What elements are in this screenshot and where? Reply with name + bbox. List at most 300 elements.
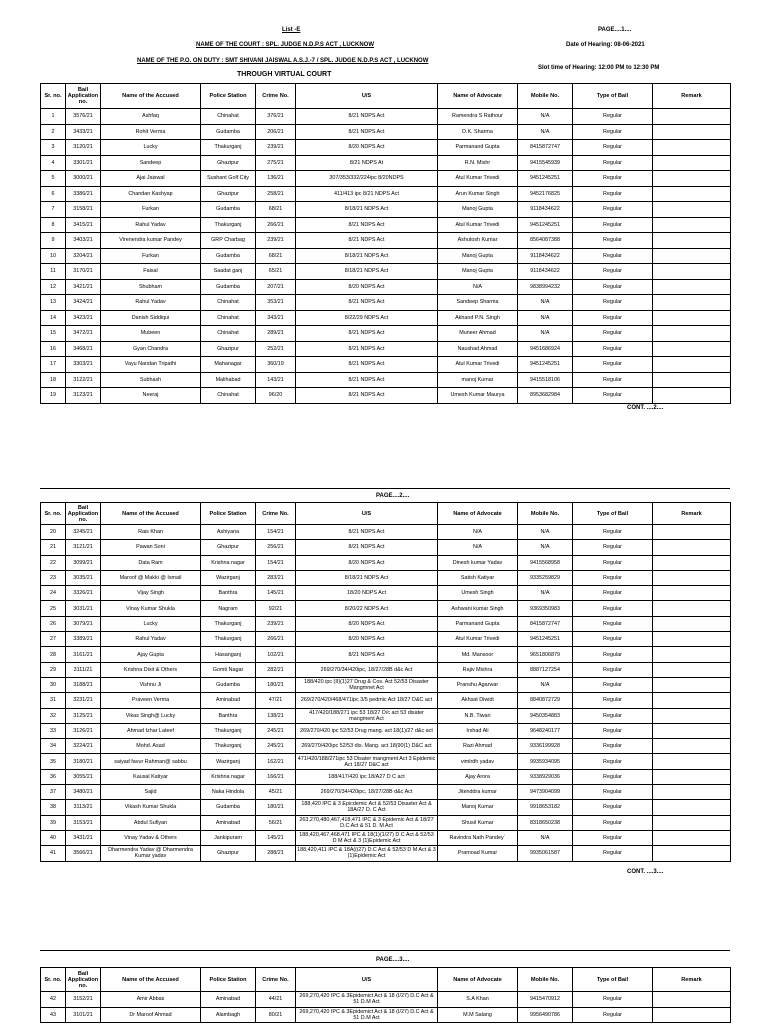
- cell-accused-name: Virenendra kumar Pandey: [101, 233, 201, 249]
- cell-sr-no: 42: [41, 992, 66, 1008]
- cell-us-sections: 8/18/21 NDPS Act: [296, 202, 438, 218]
- cell-advocate-name: Naushad Ahmad: [438, 341, 518, 357]
- cell-us-sections: 8/20 NDPS Act: [296, 555, 438, 570]
- cell-us-sections: 263,270,480,467,418,471 IPC & 3 Epidemic Act & 18/27 D.C Act & 51 D. M Act: [296, 815, 438, 830]
- cell-bail-application-no: 3123/21: [66, 388, 101, 404]
- bail-table-page-1: [40, 83, 731, 404]
- cell-police-station: Ashiyana: [201, 525, 256, 540]
- cell-police-station: Chinahat: [201, 109, 256, 125]
- cell-advocate-name: manoj Kumar: [438, 372, 518, 388]
- cell-sr-no: 16: [41, 341, 66, 357]
- table-row: [41, 341, 731, 357]
- table-row: [41, 555, 731, 570]
- cell-advocate-name: N.B. Tiwari: [438, 708, 518, 723]
- cell-accused-name: Rahul Yadav: [101, 632, 201, 647]
- header-us-sections: U/S: [296, 503, 438, 525]
- table-row: [41, 601, 731, 616]
- cell-crime-no: 154/21: [256, 555, 296, 570]
- cell-mobile-no: 9918653182: [518, 800, 573, 815]
- cell-us-sections: 8/21 NDPS Act: [296, 525, 438, 540]
- cell-advocate-name: Manoj Gupta: [438, 248, 518, 264]
- cell-crime-no: 96/20: [256, 388, 296, 404]
- cell-bail-type: Regular: [573, 388, 653, 404]
- cell-crime-no: 162/21: [256, 754, 296, 769]
- cell-bail-application-no: 3231/21: [66, 693, 101, 708]
- cell-bail-application-no: 3431/21: [66, 830, 101, 845]
- cell-bail-application-no: 3126/21: [66, 723, 101, 738]
- cell-remark: [653, 739, 731, 754]
- cell-us-sections: 18/20 NDPS Act: [296, 586, 438, 601]
- cell-mobile-no: 9369350983: [518, 601, 573, 616]
- cell-us-sections: 417/420/188/271 ipc 53 18/27 D/c act 53 disater mangment Act: [296, 708, 438, 723]
- cell-us-sections: 8/22/29 NDPS Act: [296, 310, 438, 326]
- cell-bail-type: Regular: [573, 677, 653, 692]
- cell-bail-application-no: 3303/21: [66, 357, 101, 373]
- cell-bail-type: Regular: [573, 708, 653, 723]
- cell-accused-name: Neeraj: [101, 388, 201, 404]
- cell-bail-application-no: 3224/21: [66, 739, 101, 754]
- cell-bail-type: Regular: [573, 555, 653, 570]
- cell-mobile-no: 9415518106: [518, 372, 573, 388]
- table-row: [41, 632, 731, 647]
- cell-remark: [653, 279, 731, 295]
- cell-bail-type: Regular: [573, 525, 653, 540]
- cell-remark: [653, 248, 731, 264]
- cell-sr-no: 14: [41, 310, 66, 326]
- header-mobile-no: Mobile No.: [518, 503, 573, 525]
- cell-crime-no: 92/21: [256, 601, 296, 616]
- cell-mobile-no: 9118434622: [518, 264, 573, 280]
- table-row: [41, 830, 731, 845]
- cell-bail-type: Regular: [573, 586, 653, 601]
- cell-sr-no: 4: [41, 155, 66, 171]
- cell-mobile-no: N/A: [518, 295, 573, 311]
- cell-bail-application-no: 3433/21: [66, 124, 101, 140]
- court-name: NAME OF THE COURT : SPL. JUDGE N.D.P.S ACT , LUCKNOW: [196, 42, 375, 48]
- cell-bail-application-no: 3055/21: [66, 769, 101, 784]
- cell-sr-no: 39: [41, 815, 66, 830]
- cell-advocate-name: Umesh Singh: [438, 586, 518, 601]
- cell-advocate-name: Manoj Gupta: [438, 202, 518, 218]
- cell-bail-type: Regular: [573, 570, 653, 585]
- cell-police-station: Ghazipur: [201, 155, 256, 171]
- cell-sr-no: 41: [41, 846, 66, 861]
- cell-advocate-name: Md. Mansoor: [438, 647, 518, 662]
- cell-advocate-name: Satish Katiyar: [438, 570, 518, 585]
- cell-accused-name: Praveen Verma: [101, 693, 201, 708]
- cell-police-station: Gudamba: [201, 677, 256, 692]
- cell-mobile-no: 8415872747: [518, 616, 573, 631]
- cell-accused-name: Faisal: [101, 264, 201, 280]
- table-row: [41, 310, 731, 326]
- cell-bail-application-no: 3031/21: [66, 601, 101, 616]
- cell-remark: [653, 754, 731, 769]
- cell-advocate-name: Ajay Arora: [438, 769, 518, 784]
- cell-us-sections: 8/21 NDPS Act: [296, 233, 438, 249]
- cell-mobile-no: 9451245251: [518, 632, 573, 647]
- cell-us-sections: 269,270,420 IPC & 3Epidemict Act & 18 (I/27) D.C Act & 51 D.M Act: [296, 992, 438, 1008]
- cell-crime-no: 252/21: [256, 341, 296, 357]
- cell-police-station: Banthra: [201, 708, 256, 723]
- cell-us-sections: 8/21 NDPS Act: [296, 109, 438, 125]
- cell-bail-type: Regular: [573, 124, 653, 140]
- cell-mobile-no: 8840872729: [518, 693, 573, 708]
- cell-remark: [653, 601, 731, 616]
- cell-us-sections: 8/20 NDPS Act: [296, 616, 438, 631]
- cell-bail-type: Regular: [573, 310, 653, 326]
- cell-bail-application-no: 3326/21: [66, 586, 101, 601]
- cell-crime-no: 288/21: [256, 846, 296, 861]
- table-row: [41, 739, 731, 754]
- table-row: [41, 723, 731, 738]
- cell-mobile-no: 9415545939: [518, 155, 573, 171]
- cell-bail-type: Regular: [573, 233, 653, 249]
- cell-police-station: Chinahat: [201, 326, 256, 342]
- table-row: [41, 693, 731, 708]
- cell-bail-type: Regular: [573, 341, 653, 357]
- cell-advocate-name: M.M Salang: [438, 1007, 518, 1023]
- cell-bail-type: Regular: [573, 217, 653, 233]
- cell-police-station: Chinahat: [201, 310, 256, 326]
- cell-bail-type: Regular: [573, 785, 653, 800]
- table-row: [41, 279, 731, 295]
- header-remark: Remark: [653, 503, 731, 525]
- cell-us-sections: 269/270/34/420ipc, 18/27/28B d&c Act: [296, 662, 438, 677]
- cell-remark: [653, 171, 731, 187]
- cell-accused-name: Ajai Jaiswal: [101, 171, 201, 187]
- cell-mobile-no: 9648240177: [518, 723, 573, 738]
- cell-mobile-no: 9838994232: [518, 279, 573, 295]
- cell-bail-application-no: 3153/21: [66, 815, 101, 830]
- cell-police-station: Banthra: [201, 586, 256, 601]
- cell-police-station: Gudamba: [201, 279, 256, 295]
- cell-bail-application-no: 3113/21: [66, 800, 101, 815]
- table-row: [41, 586, 731, 601]
- cell-police-station: Gudamba: [201, 124, 256, 140]
- cell-crime-no: 245/21: [256, 723, 296, 738]
- cell-remark: [653, 570, 731, 585]
- cell-bail-application-no: 3389/21: [66, 632, 101, 647]
- cell-bail-application-no: 3180/21: [66, 754, 101, 769]
- cell-us-sections: 8/21 NDPS Act: [296, 540, 438, 555]
- cell-remark: [653, 202, 731, 218]
- cell-bail-application-no: 3035/21: [66, 570, 101, 585]
- cell-crime-no: 154/21: [256, 525, 296, 540]
- cell-accused-name: saiyad favur Rahman@ sabbu: [101, 754, 201, 769]
- cell-bail-application-no: 3576/21: [66, 109, 101, 125]
- cell-bail-type: Regular: [573, 815, 653, 830]
- cell-crime-no: 56/21: [256, 815, 296, 830]
- cell-remark: [653, 647, 731, 662]
- cell-mobile-no: 9336199928: [518, 739, 573, 754]
- table-row: [41, 202, 731, 218]
- cell-bail-type: Regular: [573, 662, 653, 677]
- table-row: [41, 124, 731, 140]
- cell-remark: [653, 155, 731, 171]
- cell-bail-application-no: 3204/21: [66, 248, 101, 264]
- cell-police-station: Thakurganj: [201, 723, 256, 738]
- table-row: [41, 800, 731, 815]
- header-remark: Remark: [653, 84, 731, 109]
- cell-crime-no: 266/21: [256, 632, 296, 647]
- cell-mobile-no: 9118434622: [518, 202, 573, 218]
- cell-bail-type: Regular: [573, 616, 653, 631]
- cell-accused-name: Furkan: [101, 202, 201, 218]
- cell-crime-no: 136/21: [256, 171, 296, 187]
- cell-us-sections: 8/21 NDPS Act: [296, 357, 438, 373]
- cell-sr-no: 2: [41, 124, 66, 140]
- cell-advocate-name: Ravindra Nath Pandey`: [438, 830, 518, 845]
- cell-advocate-name: Muneer Ahmad: [438, 326, 518, 342]
- cell-mobile-no: N/A: [518, 124, 573, 140]
- cell-advocate-name: N/A: [438, 279, 518, 295]
- cell-sr-no: 30: [41, 677, 66, 692]
- cell-sr-no: 20: [41, 525, 66, 540]
- cell-police-station: Sushant Golf City: [201, 171, 256, 187]
- cell-bail-type: Regular: [573, 264, 653, 280]
- cell-us-sections: 8/21 NDPS Act: [296, 295, 438, 311]
- cell-advocate-name: Arun Kumar Singh: [438, 186, 518, 202]
- cell-sr-no: 33: [41, 723, 66, 738]
- cell-sr-no: 23: [41, 570, 66, 585]
- cell-advocate-name: N/A: [438, 525, 518, 540]
- cell-bail-application-no: 3480/21: [66, 785, 101, 800]
- cell-us-sections: 188/417/420 ipc 18/A27 D C act: [296, 769, 438, 784]
- cell-remark: [653, 264, 731, 280]
- cell-accused-name: Ashfaq: [101, 109, 201, 125]
- table-row: [41, 357, 731, 373]
- page-label-3: PAGE....3....: [376, 957, 410, 963]
- cell-remark: [653, 632, 731, 647]
- cell-bail-type: Regular: [573, 248, 653, 264]
- cell-advocate-name: R.N. Mishr: [438, 155, 518, 171]
- cell-bail-type: Regular: [573, 140, 653, 156]
- cell-mobile-no: 9415470912: [518, 992, 573, 1008]
- header-advocate-name: Name of Advocate: [438, 503, 518, 525]
- cell-us-sections: 8/21 NDPS Act: [296, 124, 438, 140]
- cell-crime-no: 44/21: [256, 992, 296, 1008]
- cell-bail-application-no: 3125/21: [66, 708, 101, 723]
- cell-bail-application-no: 3101/21: [66, 1007, 101, 1023]
- cell-bail-application-no: 3415/21: [66, 217, 101, 233]
- cell-police-station: Chinahat: [201, 388, 256, 404]
- cell-advocate-name: Rajiv Mishra: [438, 662, 518, 677]
- cell-advocate-name: Atul Kumar Trivedi: [438, 217, 518, 233]
- cell-crime-no: 239/21: [256, 616, 296, 631]
- cell-us-sections: 471/420/188/271ipc 53 Disater mangment Act 3 Epidemic Act 18/27 D&C act: [296, 754, 438, 769]
- cell-mobile-no: 9451245251: [518, 171, 573, 187]
- header-accused-name: Name of the Accused: [101, 503, 201, 525]
- cell-police-station: Ghazipur: [201, 186, 256, 202]
- header-sr-no: Sr. no.: [41, 503, 66, 525]
- cell-police-station: Ghazipur: [201, 341, 256, 357]
- cell-bail-type: Regular: [573, 279, 653, 295]
- table-row: [41, 708, 731, 723]
- cell-police-station: Gudamba: [201, 202, 256, 218]
- table-row: [41, 264, 731, 280]
- header-mobile-no: Mobile No.: [518, 968, 573, 992]
- cell-sr-no: 18: [41, 372, 66, 388]
- table-row: [41, 155, 731, 171]
- cell-bail-application-no: 3468/21: [66, 341, 101, 357]
- cell-remark: [653, 992, 731, 1008]
- cell-bail-application-no: 3301/21: [66, 155, 101, 171]
- cell-police-station: Krishna nagar: [201, 555, 256, 570]
- cell-sr-no: 9: [41, 233, 66, 249]
- cell-accused-name: Gyan Chandra: [101, 341, 201, 357]
- cell-accused-name: Pawan Soni: [101, 540, 201, 555]
- cell-sr-no: 43: [41, 1007, 66, 1023]
- cell-police-station: Aminabad: [201, 992, 256, 1008]
- cell-accused-name: Vikas Singh@ Lucky: [101, 708, 201, 723]
- cell-accused-name: Vikash Kumar Shukla: [101, 800, 201, 815]
- cell-mobile-no: 9450354883: [518, 708, 573, 723]
- cell-police-station: Thakurganj: [201, 632, 256, 647]
- cell-us-sections: 269/270/34/420ipc, 18/27/28B d&c Act: [296, 785, 438, 800]
- cell-crime-no: 289/21: [256, 326, 296, 342]
- cell-us-sections: 8/18/21 NDPS Act: [296, 570, 438, 585]
- table-row: [41, 815, 731, 830]
- cell-accused-name: Rahul Yadav: [101, 217, 201, 233]
- cell-remark: [653, 616, 731, 631]
- cell-police-station: Krishna nagar: [201, 769, 256, 784]
- cell-mobile-no: 9935934095: [518, 754, 573, 769]
- cell-advocate-name: Pramoad Kumar: [438, 846, 518, 861]
- cell-sr-no: 35: [41, 754, 66, 769]
- cell-bail-application-no: 3472/21: [66, 326, 101, 342]
- cell-mobile-no: 9415568958: [518, 555, 573, 570]
- cell-us-sections: 307/353/332/224ipc 8/20NDPS: [296, 171, 438, 187]
- cell-sr-no: 28: [41, 647, 66, 662]
- cell-sr-no: 15: [41, 326, 66, 342]
- table-row: [41, 616, 731, 631]
- table-row: [41, 233, 731, 249]
- cell-accused-name: Danish Siddiqui: [101, 310, 201, 326]
- cell-advocate-name: Atul Kumar Trivedi: [438, 632, 518, 647]
- cell-remark: [653, 140, 731, 156]
- cell-police-station: Alambagh: [201, 1007, 256, 1023]
- cell-bail-type: Regular: [573, 723, 653, 738]
- cell-accused-name: Abdul Sufiyan: [101, 815, 201, 830]
- cell-mobile-no: 8887127254: [518, 662, 573, 677]
- cell-bail-application-no: 3079/21: [66, 616, 101, 631]
- cell-sr-no: 3: [41, 140, 66, 156]
- cell-bail-type: Regular: [573, 372, 653, 388]
- bail-table-page-2: [40, 502, 731, 862]
- cell-remark: [653, 372, 731, 388]
- table-row: [41, 785, 731, 800]
- header-advocate-name: Name of Advocate: [438, 968, 518, 992]
- cell-mobile-no: 9335259829: [518, 570, 573, 585]
- cell-remark: [653, 1007, 731, 1023]
- header-crime-no: Crime No.: [256, 84, 296, 109]
- cell-remark: [653, 540, 731, 555]
- cell-accused-name: Maroof @ Makki @ Ismail: [101, 570, 201, 585]
- cell-bail-type: Regular: [573, 769, 653, 784]
- cell-mobile-no: 9451245251: [518, 217, 573, 233]
- header-accused-name: Name of the Accused: [101, 968, 201, 992]
- cell-bail-type: Regular: [573, 540, 653, 555]
- cell-advocate-name: vimlrdh yadav: [438, 754, 518, 769]
- cell-sr-no: 25: [41, 601, 66, 616]
- date-of-hearing: Date of Hearing: 08-06-2021: [566, 42, 645, 48]
- cell-remark: [653, 186, 731, 202]
- cell-advocate-name: Manoj Kumar: [438, 800, 518, 815]
- cell-accused-name: Ahmad Izhar Lateef: [101, 723, 201, 738]
- header-police-station: Police Station: [201, 84, 256, 109]
- cell-remark: [653, 217, 731, 233]
- cell-bail-application-no: 3403/21: [66, 233, 101, 249]
- cell-advocate-name: Parmanand Gupta: [438, 140, 518, 156]
- cell-advocate-name: N/A: [438, 540, 518, 555]
- cell-accused-name: Dr Maroof Ahmad: [101, 1007, 201, 1023]
- cell-mobile-no: 9935061587: [518, 846, 573, 861]
- cell-sr-no: 26: [41, 616, 66, 631]
- header-crime-no: Crime No.: [256, 503, 296, 525]
- cell-bail-type: Regular: [573, 846, 653, 861]
- cell-crime-no: 102/21: [256, 647, 296, 662]
- cell-advocate-name: D.K. Sharma: [438, 124, 518, 140]
- cell-mobile-no: 9473904099: [518, 785, 573, 800]
- cell-bail-application-no: 3421/21: [66, 279, 101, 295]
- bail-table-page-3: [40, 967, 731, 1023]
- cell-advocate-name: Sandeep Sharma: [438, 295, 518, 311]
- cell-crime-no: 45/21: [256, 785, 296, 800]
- list-title: List -E: [282, 27, 301, 33]
- cell-sr-no: 36: [41, 769, 66, 784]
- cell-crime-no: 143/21: [256, 372, 296, 388]
- cell-advocate-name: Atul Kumar Trivedi: [438, 171, 518, 187]
- cell-sr-no: 10: [41, 248, 66, 264]
- cell-remark: [653, 723, 731, 738]
- cell-mobile-no: 8415872747: [518, 140, 573, 156]
- cell-mobile-no: 9956490786: [518, 1007, 573, 1023]
- cell-advocate-name: Dinesh kumar Yadav: [438, 555, 518, 570]
- cell-us-sections: 188,420,467,468,471 IPC & 18(1)(1/27) D C Act & 52/53 D M Act & 3 (1)Epidemic Act: [296, 830, 438, 845]
- cell-police-station: Gudamba: [201, 248, 256, 264]
- cell-police-station: Aminabad: [201, 693, 256, 708]
- cell-us-sections: 269,270,420 IPC & 3Epidemict Act & 18 (I/27) D.C Act & 51 D.M Act: [296, 1007, 438, 1023]
- cell-mobile-no: 9118434622: [518, 248, 573, 264]
- cell-bail-type: Regular: [573, 739, 653, 754]
- cell-accused-name: Vayu Nandan Tripathi: [101, 357, 201, 373]
- cell-crime-no: 266/21: [256, 217, 296, 233]
- table-row: [41, 754, 731, 769]
- cell-accused-name: Rohit Verma: [101, 124, 201, 140]
- cell-us-sections: 8/21 NDPS Act: [296, 372, 438, 388]
- cell-remark: [653, 310, 731, 326]
- cell-advocate-name: Ramendra S Rathour: [438, 109, 518, 125]
- cell-accused-name: Krishna Dixit & Others: [101, 662, 201, 677]
- cell-us-sections: 188,420,411 IPC & 18A(i)27) D.C Act & 52/53 D M Act & 3 (1)Epidemic Act: [297, 847, 436, 860]
- cell-crime-no: 360/19: [256, 357, 296, 373]
- header-advocate-name: Name of Advocate: [438, 84, 518, 109]
- cell-us-sections: 8/21 NDPS Act: [296, 388, 438, 404]
- header-police-station: Police Station: [201, 968, 256, 992]
- continuation-1: CONT. ....2....: [627, 405, 664, 411]
- cell-sr-no: 12: [41, 279, 66, 295]
- cell-mobile-no: N/A: [518, 830, 573, 845]
- cell-us-sections: 8/21 NDPS Act: [296, 647, 438, 662]
- cell-remark: [653, 388, 731, 404]
- cell-advocate-name: Parmanand Gupta: [438, 616, 518, 631]
- cell-police-station: Thakurganj: [201, 739, 256, 754]
- cell-crime-no: 282/21: [256, 662, 296, 677]
- cell-remark: [653, 815, 731, 830]
- cell-accused-name: Subhash: [101, 372, 201, 388]
- cell-us-sections: 188,420 IPC & 3 Epicdemic Act & 52/53 Disaster Act & 18A/27 D. C Act: [296, 800, 438, 815]
- page-top-rule-2: [40, 488, 730, 489]
